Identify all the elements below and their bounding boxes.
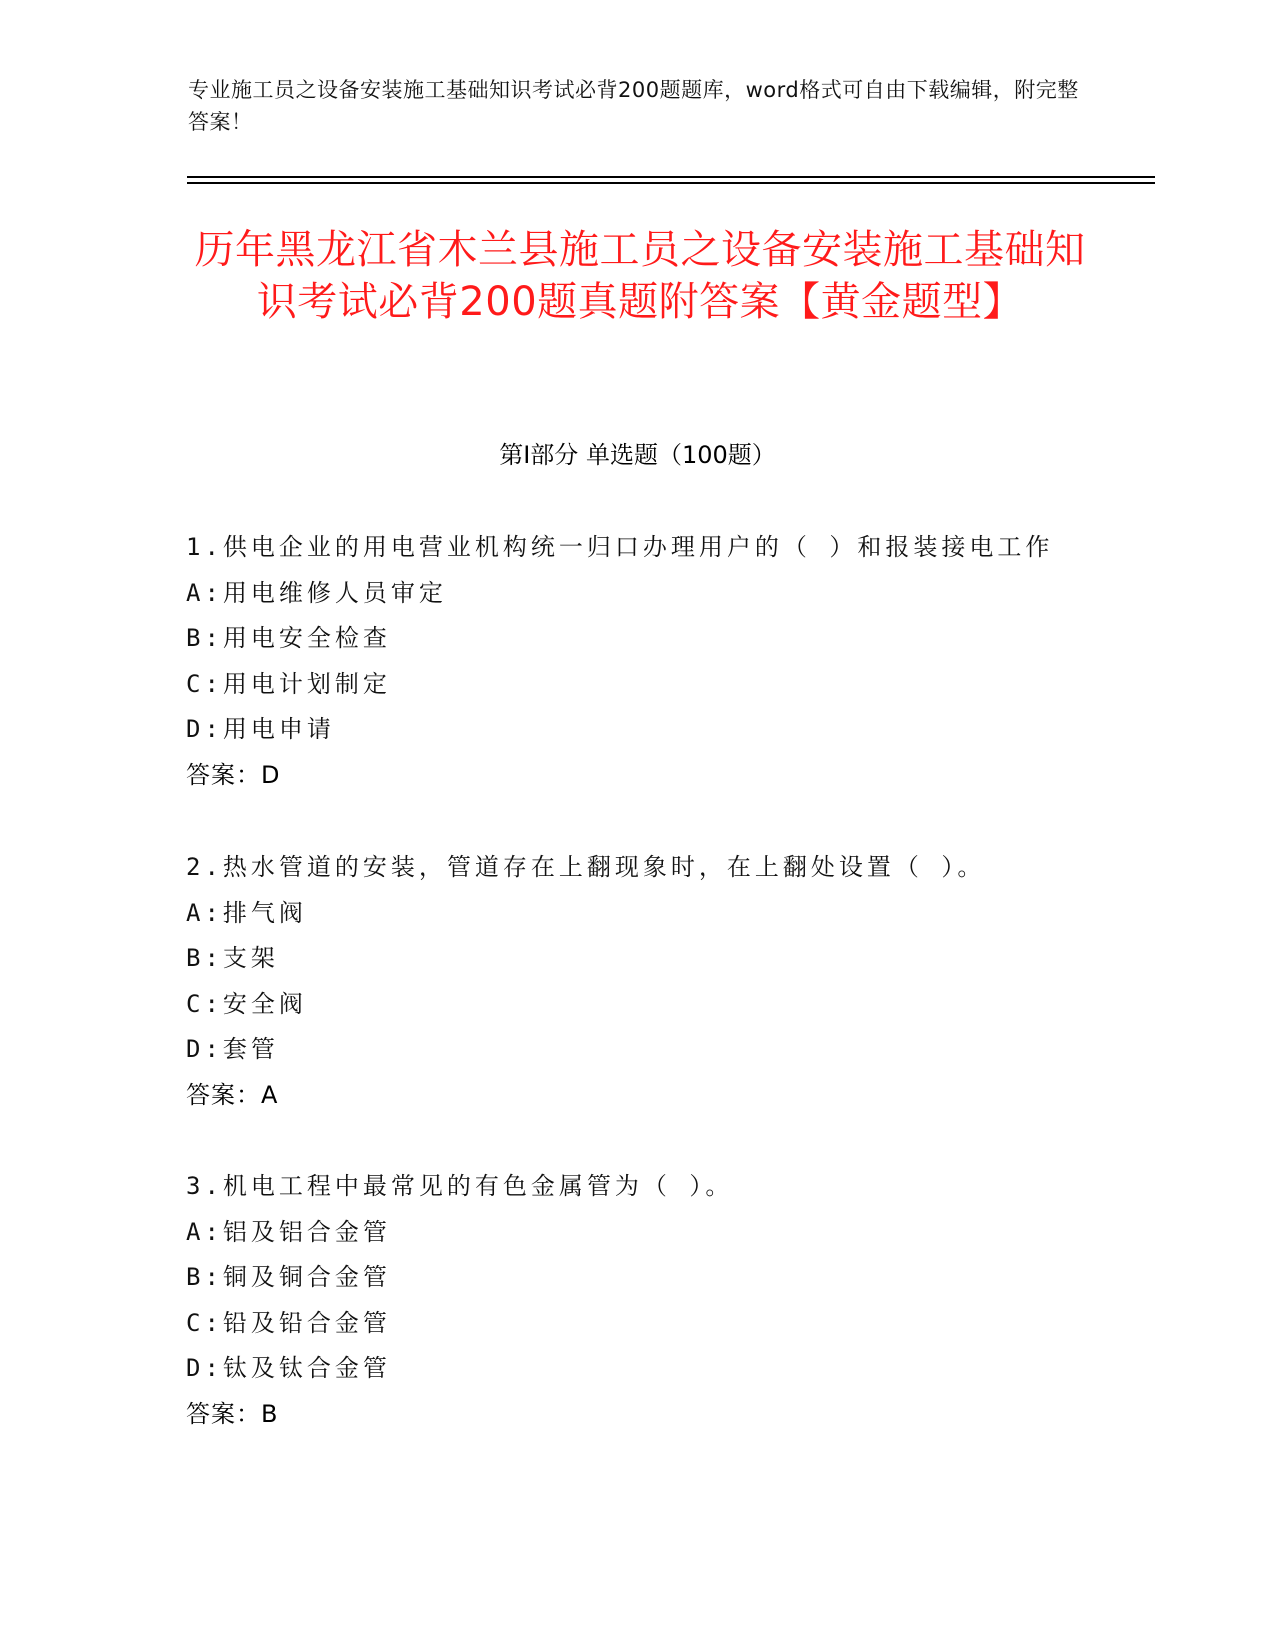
question-stem: 3.机电工程中最常见的有色金属管为（ ）。 bbox=[186, 1172, 734, 1200]
option-d: D:钛及钛合金管 bbox=[186, 1354, 391, 1382]
answer: 答案：A bbox=[186, 1080, 279, 1109]
option-d: D:用电申请 bbox=[186, 715, 335, 743]
answer: 答案：D bbox=[186, 760, 281, 789]
option-a: A:铝及铝合金管 bbox=[186, 1217, 391, 1246]
option-c: C:铅及铅合金管 bbox=[186, 1308, 391, 1337]
header-note: 专业施工员之设备安装施工基础知识考试必背200题题库，word格式可自由下载编辑，附完整答案！ bbox=[188, 78, 1079, 134]
section-heading: 第I部分 单选题（100题） bbox=[499, 441, 776, 469]
option-b: B:用电安全检查 bbox=[186, 624, 391, 652]
question-block bbox=[186, 525, 1146, 798]
option-b: B:支架 bbox=[186, 944, 279, 972]
option-b: B:铜及铜合金管 bbox=[186, 1263, 391, 1291]
header-divider-bottom bbox=[187, 182, 1155, 184]
answer: 答案：B bbox=[186, 1399, 279, 1428]
option-c: C:安全阀 bbox=[186, 989, 307, 1018]
question-stem: 1.供电企业的用电营业机构统一归口办理用户的（ ）和报装接电工作 bbox=[186, 533, 1054, 561]
header-divider-top bbox=[187, 176, 1155, 178]
option-d: D:套管 bbox=[186, 1035, 279, 1063]
document-title: 历年黑龙江省木兰县施工员之设备安装施工基础知识考试必背200题真题附答案【黄金题型】 bbox=[194, 227, 1086, 325]
option-c: C:用电计划制定 bbox=[186, 669, 391, 698]
option-a: A:排气阀 bbox=[186, 898, 307, 927]
question-block bbox=[186, 1164, 1146, 1437]
question-block bbox=[186, 845, 1146, 1118]
option-a: A:用电维修人员审定 bbox=[186, 578, 447, 607]
question-stem: 2.热水管道的安装，管道存在上翻现象时，在上翻处设置（ ）。 bbox=[186, 853, 986, 881]
